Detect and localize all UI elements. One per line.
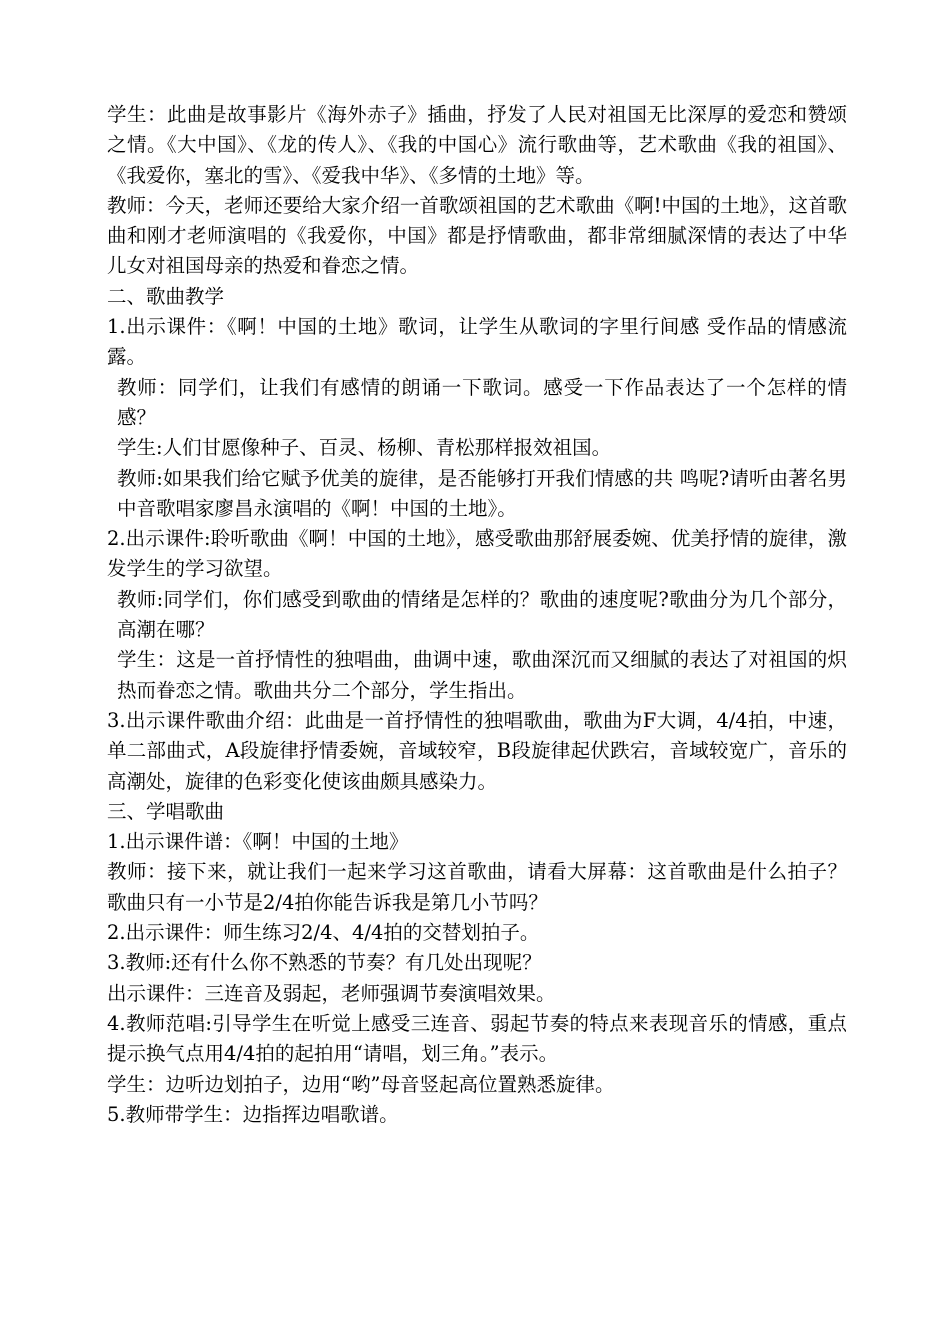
paragraph-teacher-meter: 教师：接下来，就让我们一起来学习这首歌曲，请看大屏幕：这首歌曲是什么拍子？歌曲只有一小节是2/4拍你能告诉我是第几小节吗？ [107,860,847,914]
document-body [107,100,847,1130]
paragraph-learn-step-2: 2.出示课件：师生练习2/4、4/4拍的交替划拍子。 [107,921,540,945]
paragraph-teacher-melody: 教师:如果我们给它赋予优美的旋律，是否能够打开我们情感的共 鸣呢?请听由著名男中音歌唱家廖昌永演唱的《啊！中国的土地》。 [117,466,847,520]
paragraph-student-beat: 学生：边听边划拍子，边用“哟”母音竖起高位置熟悉旋律。 [107,1072,615,1096]
section-heading-song-teaching: 二、歌曲教学 [107,284,225,308]
paragraph-learn-step-1: 1.出示课件谱：《啊！中国的土地》 [107,830,409,854]
paragraph-learn-step-5: 5.教师带学生：边指挥边唱歌谱。 [107,1102,399,1126]
paragraph-learn-step-3: 3.教师:还有什么你不熟悉的节奏？有几处出现呢？ [107,951,542,975]
paragraph-courseware-triplets: 出示课件：三连音及弱起，老师强调节奏演唱效果。 [107,981,556,1005]
paragraph-teacher-mood: 教师:同学们，你们感受到歌曲的情绪是怎样的？歌曲的速度呢?歌曲分为几个部分，高潮在哪？ [117,587,847,642]
paragraph-teacher-recite: 教师：同学们，让我们有感情的朗诵一下歌词。感受一下作品表达了一个怎样的情感？ [117,375,847,429]
paragraph-learn-step-4: 4.教师范唱:引导学生在听觉上感受三连音、弱起节奏的特点来表现音乐的情感，重点提示换气点用4/4拍的起拍用“请唱，划三角。”表示。 [107,1011,847,1066]
paragraph-step-2-listen: 2.出示课件:聆听歌曲《啊！中国的土地》，感受歌曲那舒展委婉、优美抒情的旋律，激发学生的学习欲望。 [107,527,847,581]
paragraph-teacher-intro-song: 教师：今天，老师还要给大家介绍一首歌颂祖国的艺术歌曲《啊!中国的土地》，这首歌曲和刚才老师演唱的《我爱你，中国》都是抒情歌曲，都非常细腻深情的表达了中华儿女对祖国母亲的热爱和眷恋之情。 [107,193,847,278]
paragraph-step-1-lyrics: 1.出示课件：《啊！中国的土地》歌词，让学生从歌词的字里行间感 受作品的情感流露。 [107,315,847,369]
paragraph-step-3-intro: 3.出示课件歌曲介绍：此曲是一首抒情性的独唱歌曲，歌曲为F大调，4/4拍，中速，单二部曲式，A段旋律抒情委婉，音域较窄，B段旋律起伏跌宕，音域较宽广，音乐的高潮处，旋律的色彩变化使该曲颇具感染力。 [107,708,847,793]
paragraph-student-answer-songs: 学生：此曲是故事影片《海外赤子》插曲，抒发了人民对祖国无比深厚的爱恋和赞颂之情。《大中国》、《龙的传人》、《我的中国心》流行歌曲等，艺术歌曲《我的祖国》、《我爱你，塞北的雪》、《爱我中华》、《多情的土地》等。 [107,103,847,187]
section-heading-learn-singing: 三、学唱歌曲 [107,799,225,823]
paragraph-student-emotion: 学生:人们甘愿像种子、百灵、杨柳、青松那样报效祖国。 [117,436,612,460]
paragraph-student-analysis: 学生：这是一首抒情性的独唱曲，曲调中速，歌曲深沉而又细腻的表达了对祖国的炽热而眷恋之情。歌曲共分二个部分，学生指出。 [117,648,847,702]
